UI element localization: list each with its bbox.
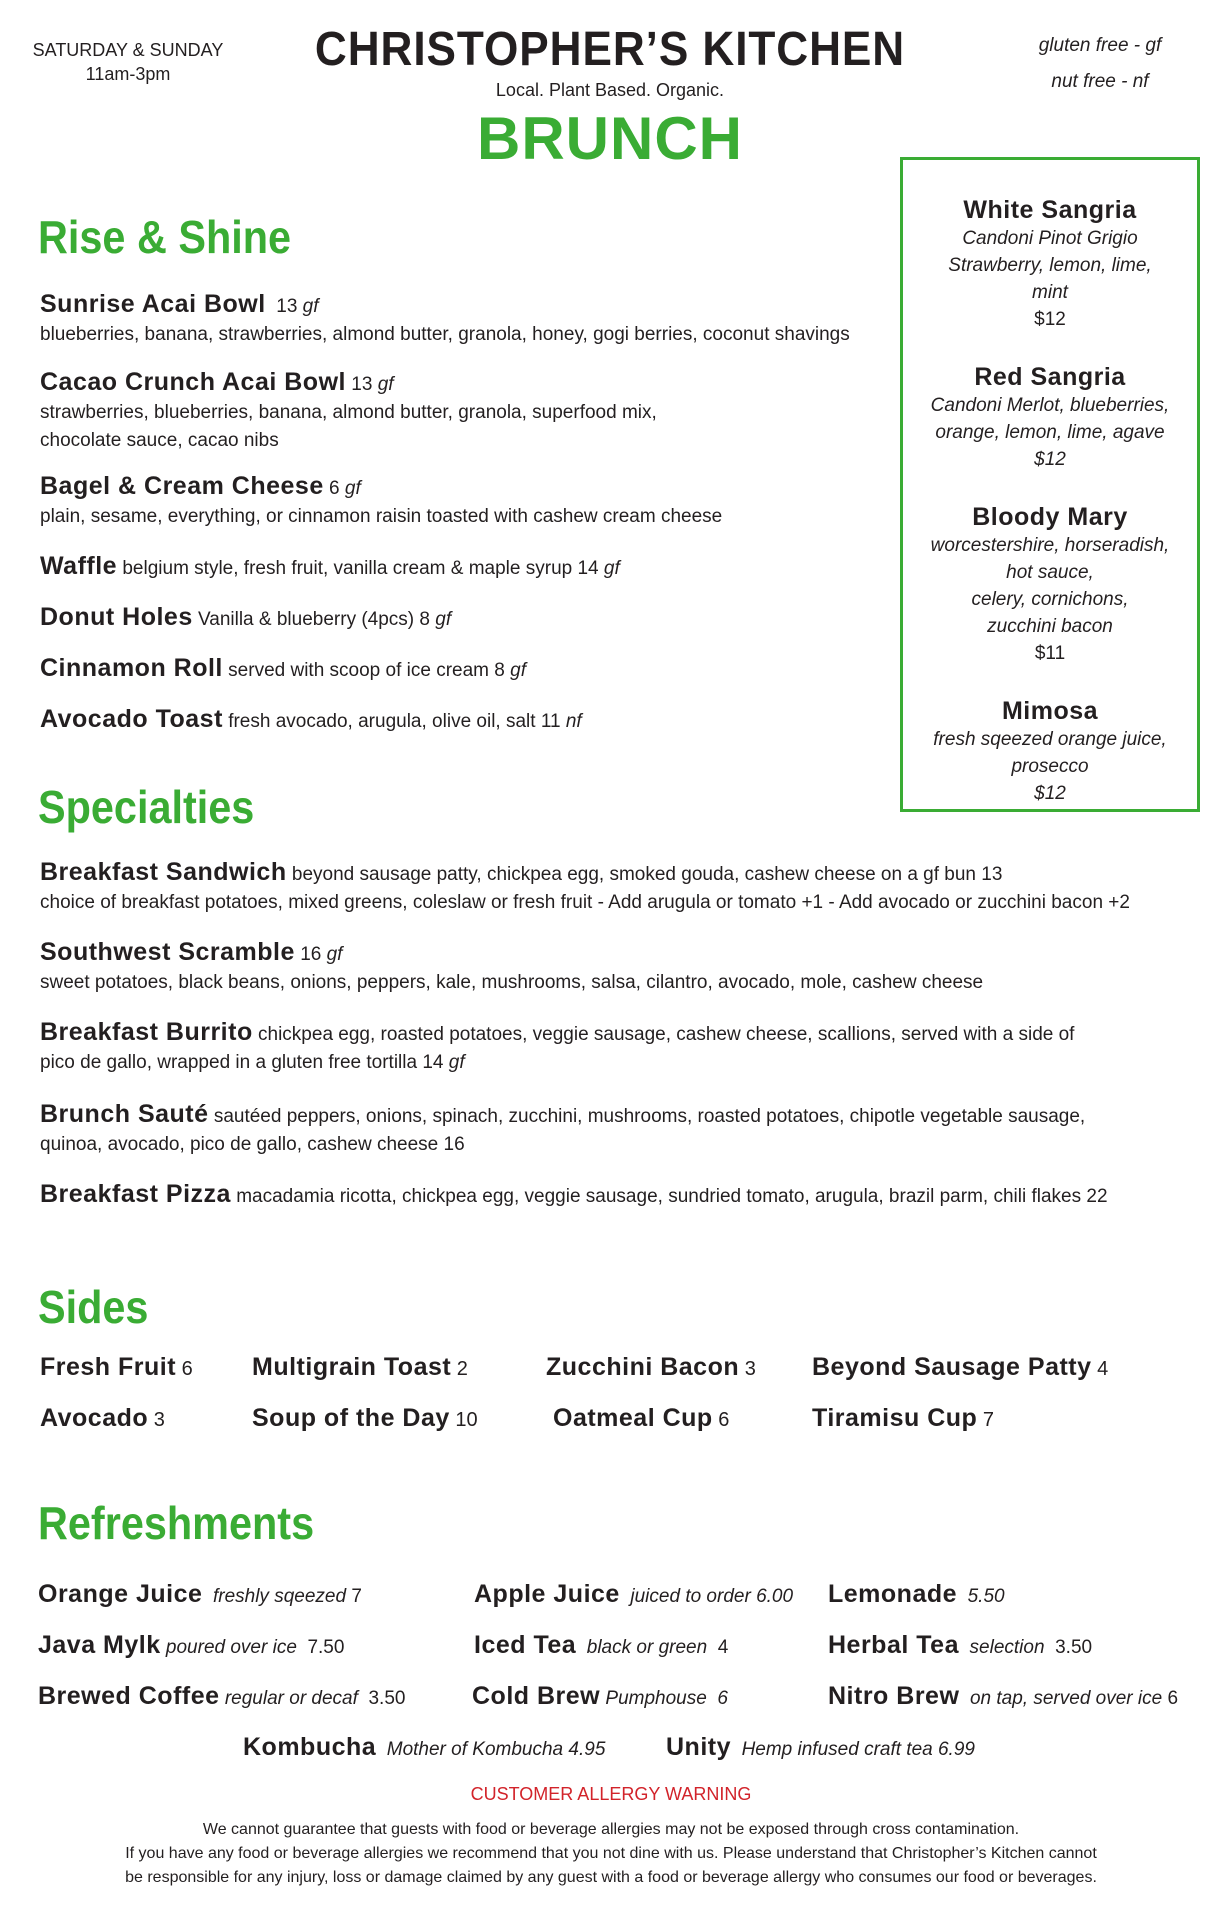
drink-name: White Sangria bbox=[963, 196, 1137, 224]
refreshment-item bbox=[828, 1682, 1178, 1711]
drink-desc: Strawberry, lemon, lime, bbox=[948, 255, 1152, 276]
drink-desc: celery, cornichons, bbox=[971, 589, 1129, 610]
side-item bbox=[40, 1404, 165, 1433]
refreshment-desc: freshly sqeezed bbox=[212, 1586, 347, 1607]
refreshment-price: 6 bbox=[717, 1688, 728, 1709]
diet-legend bbox=[1000, 28, 1200, 100]
drink-desc: Candoni Pinot Grigio bbox=[962, 228, 1138, 249]
refreshment-name: Brewed Coffee bbox=[38, 1682, 220, 1710]
side-price: 7 bbox=[982, 1409, 994, 1431]
allergy-warning-title: CUSTOMER ALLERGY WARNING bbox=[470, 1784, 752, 1804]
refreshment-name: Apple Juice bbox=[474, 1580, 620, 1608]
drink-item bbox=[903, 196, 1197, 333]
item-desc: served with scoop of ice cream 8 bbox=[228, 660, 505, 681]
menu-item bbox=[40, 368, 900, 455]
item-name: Avocado Toast bbox=[40, 705, 223, 733]
item-tag: gf bbox=[302, 296, 319, 317]
refreshment-name: Orange Juice bbox=[38, 1580, 203, 1608]
item-desc: pico de gallo, wrapped in a gluten free tortilla 14 bbox=[40, 1052, 444, 1073]
refreshment-price: 7 bbox=[351, 1586, 362, 1607]
item-name: Breakfast Burrito bbox=[40, 1018, 253, 1046]
side-item bbox=[553, 1404, 729, 1433]
item-name: Donut Holes bbox=[40, 603, 193, 631]
menu-item bbox=[40, 1180, 1210, 1211]
item-name: Breakfast Sandwich bbox=[40, 858, 287, 886]
legend-nf: nut free - nf bbox=[1051, 71, 1149, 92]
refreshment-item bbox=[666, 1733, 975, 1762]
side-name: Zucchini Bacon bbox=[546, 1353, 740, 1381]
item-desc: blueberries, banana, strawberries, almond butter, granola, honey, gogi berries, coconut shavings bbox=[40, 324, 850, 345]
refreshment-desc: Mother of Kombucha 4.95 bbox=[386, 1739, 606, 1760]
drink-item bbox=[903, 363, 1197, 473]
drink-name: Mimosa bbox=[1001, 697, 1099, 725]
item-price: 13 bbox=[276, 296, 298, 317]
drink-item bbox=[903, 697, 1197, 807]
menu-item bbox=[40, 938, 1210, 997]
item-name: Southwest Scramble bbox=[40, 938, 295, 966]
item-name: Waffle bbox=[40, 552, 118, 580]
refreshment-desc: black or green bbox=[586, 1637, 708, 1658]
refreshment-price: 7.50 bbox=[307, 1637, 345, 1658]
side-price: 6 bbox=[181, 1358, 193, 1380]
drink-name: Red Sangria bbox=[974, 363, 1126, 391]
refreshment-name: Unity bbox=[666, 1733, 731, 1761]
refreshment-name: Cold Brew bbox=[472, 1682, 601, 1710]
item-tag: gf bbox=[377, 374, 394, 395]
item-desc: sweet potatoes, black beans, onions, peppers, kale, mushrooms, salsa, cilantro, avocado, mole, cashew cheese bbox=[40, 972, 984, 993]
drink-name: Bloody Mary bbox=[972, 503, 1128, 531]
allergy-warning-text bbox=[60, 1818, 1162, 1890]
drink-price: $12 bbox=[1034, 783, 1066, 804]
side-name: Beyond Sausage Patty bbox=[812, 1353, 1092, 1381]
side-price: 3 bbox=[744, 1358, 756, 1380]
item-desc: sautéed peppers, onions, spinach, zucchini, mushrooms, roasted potatoes, chipotle vegetable sausage, bbox=[213, 1106, 1086, 1127]
item-desc: quinoa, avocado, pico de gallo, cashew cheese 16 bbox=[40, 1134, 465, 1155]
side-price: 4 bbox=[1097, 1358, 1109, 1380]
item-name: Cacao Crunch Acai Bowl bbox=[40, 368, 346, 396]
refreshment-desc: juiced to order 6.00 bbox=[630, 1586, 794, 1607]
drink-item bbox=[903, 503, 1197, 667]
item-tag: gf bbox=[435, 609, 452, 630]
refreshment-desc: selection bbox=[969, 1637, 1045, 1658]
refreshment-item bbox=[38, 1631, 344, 1660]
item-desc: choice of breakfast potatoes, mixed greens, coleslaw or fresh fruit - Add arugula or tomato +1 - Add avocado or zucchini bacon +2 bbox=[40, 892, 1130, 913]
refreshment-name: Kombucha bbox=[243, 1733, 377, 1761]
item-tag: gf bbox=[448, 1052, 465, 1073]
section-title-specialties: Specialties bbox=[38, 781, 255, 833]
refreshment-desc: Pumphouse bbox=[605, 1688, 707, 1709]
side-price: 3 bbox=[153, 1409, 165, 1431]
item-name: Cinnamon Roll bbox=[40, 654, 223, 682]
item-tag: gf bbox=[510, 660, 526, 681]
item-tag: nf bbox=[565, 711, 582, 732]
refreshment-name: Iced Tea bbox=[474, 1631, 577, 1659]
refreshment-desc: regular or decaf bbox=[224, 1688, 358, 1709]
section-title-sides: Sides bbox=[38, 1281, 149, 1333]
side-item bbox=[812, 1404, 994, 1433]
warning-line: be responsible for any injury, loss or damage claimed by any guest with a food or beverage allergy who consumes our food or beverages. bbox=[125, 1869, 1097, 1886]
item-tag: gf bbox=[603, 558, 620, 579]
drink-desc: fresh sqeezed orange juice, bbox=[933, 729, 1167, 750]
warning-line: We cannot guarantee that guests with food or beverage allergies may not be exposed through cross contamination. bbox=[202, 1821, 1020, 1838]
refreshment-name: Herbal Tea bbox=[828, 1631, 959, 1659]
menu-item bbox=[40, 290, 900, 349]
refreshment-item bbox=[38, 1580, 362, 1609]
refreshment-desc: on tap, served over ice bbox=[969, 1688, 1163, 1709]
drink-desc: prosecco bbox=[1011, 756, 1089, 777]
side-item bbox=[546, 1353, 756, 1382]
drink-price: $12 bbox=[1034, 449, 1066, 470]
tagline: Local. Plant Based. Organic. bbox=[495, 80, 725, 100]
refreshment-name: Lemonade bbox=[828, 1580, 958, 1608]
drink-price: $11 bbox=[1034, 643, 1066, 664]
refreshment-name: Java Mylk bbox=[38, 1631, 161, 1659]
item-desc: fresh avocado, arugula, olive oil, salt 11 bbox=[228, 711, 561, 732]
refreshment-item bbox=[474, 1580, 793, 1609]
refreshment-name: Nitro Brew bbox=[828, 1682, 960, 1710]
side-name: Fresh Fruit bbox=[40, 1353, 177, 1381]
item-tag: gf bbox=[326, 944, 343, 965]
menu-item bbox=[40, 603, 900, 634]
legend-gf: gluten free - gf bbox=[1038, 35, 1162, 56]
drink-desc: orange, lemon, lime, agave bbox=[935, 422, 1165, 443]
refreshment-item bbox=[243, 1733, 605, 1762]
refreshment-price: 4 bbox=[717, 1637, 729, 1658]
drink-desc: Candoni Merlot, blueberries, bbox=[930, 395, 1170, 416]
item-price: 13 bbox=[351, 374, 373, 395]
side-item bbox=[252, 1404, 478, 1433]
item-desc: plain, sesame, everything, or cinnamon raisin toasted with cashew cream cheese bbox=[40, 506, 723, 527]
drink-desc: mint bbox=[1032, 282, 1068, 303]
warning-line: If you have any food or beverage allergies we recommend that you not dine with us. Please understand that Christopher’s Kitchen cannot bbox=[125, 1845, 1097, 1862]
side-price: 2 bbox=[456, 1358, 468, 1380]
side-item bbox=[40, 1353, 193, 1382]
cocktail-box bbox=[900, 157, 1200, 812]
side-name: Soup of the Day bbox=[252, 1404, 450, 1432]
side-item bbox=[812, 1353, 1108, 1382]
refreshment-item bbox=[828, 1631, 1092, 1660]
refreshment-desc: Hemp infused craft tea 6.99 bbox=[741, 1739, 975, 1760]
menu-item bbox=[40, 858, 1210, 917]
drink-price: $12 bbox=[1034, 309, 1066, 330]
item-desc: strawberries, blueberries, banana, almond butter, granola, superfood mix, bbox=[40, 402, 657, 423]
side-name: Tiramisu Cup bbox=[812, 1404, 978, 1432]
item-desc: macadamia ricotta, chickpea egg, veggie sausage, sundried tomato, arugula, brazil parm, chili flakes 22 bbox=[236, 1186, 1108, 1207]
side-item bbox=[252, 1353, 468, 1382]
menu-item bbox=[40, 654, 900, 685]
hours-text: 11am-3pm bbox=[85, 64, 171, 84]
item-price: 16 bbox=[300, 944, 322, 965]
refreshment-price: 6 bbox=[1167, 1688, 1179, 1709]
item-desc: Vanilla & blueberry (4pcs) 8 bbox=[198, 609, 430, 630]
menu-item bbox=[40, 1018, 1210, 1077]
menu-item bbox=[40, 705, 900, 736]
refreshment-desc: 5.50 bbox=[967, 1586, 1005, 1607]
item-name: Sunrise Acai Bowl bbox=[40, 290, 266, 318]
section-title-rise-shine: Rise & Shine bbox=[38, 211, 292, 263]
days-text: SATURDAY & SUNDAY bbox=[32, 40, 224, 60]
side-name: Oatmeal Cup bbox=[553, 1404, 713, 1432]
item-desc: chickpea egg, roasted potatoes, veggie sausage, cashew cheese, scallions, served with a side of bbox=[258, 1024, 1075, 1045]
refreshment-price: 3.50 bbox=[1055, 1637, 1093, 1658]
drink-desc: worcestershire, horseradish, bbox=[930, 535, 1170, 556]
refreshment-item bbox=[472, 1682, 728, 1711]
menu-title: BRUNCH bbox=[477, 105, 743, 172]
item-desc: beyond sausage patty, chickpea egg, smoked gouda, cashew cheese on a gf bun 13 bbox=[291, 864, 1003, 885]
item-name: Bagel & Cream Cheese bbox=[40, 472, 324, 500]
side-name: Multigrain Toast bbox=[252, 1353, 452, 1381]
refreshment-item bbox=[38, 1682, 405, 1711]
item-desc: belgium style, fresh fruit, vanilla cream & maple syrup 14 bbox=[122, 558, 599, 579]
menu-item bbox=[40, 472, 900, 531]
side-name: Avocado bbox=[40, 1404, 149, 1432]
hours-block bbox=[28, 38, 228, 86]
item-tag: gf bbox=[344, 478, 361, 499]
side-price: 10 bbox=[455, 1409, 478, 1431]
refreshment-item bbox=[828, 1580, 1005, 1609]
refreshment-item bbox=[474, 1631, 728, 1660]
item-desc: chocolate sauce, cacao nibs bbox=[40, 430, 279, 451]
section-title-refreshments: Refreshments bbox=[38, 1497, 315, 1549]
menu-item bbox=[40, 1100, 1210, 1159]
item-price: 6 bbox=[329, 478, 340, 499]
restaurant-name: CHRISTOPHER’S KITCHEN bbox=[314, 23, 906, 76]
menu-item bbox=[40, 552, 900, 583]
item-name: Breakfast Pizza bbox=[40, 1180, 231, 1208]
refreshment-desc: poured over ice bbox=[165, 1637, 297, 1658]
drink-desc: hot sauce, bbox=[1006, 562, 1094, 583]
item-name: Brunch Sauté bbox=[40, 1100, 209, 1128]
drink-desc: zucchini bacon bbox=[987, 616, 1113, 637]
side-price: 6 bbox=[718, 1409, 730, 1431]
refreshment-price: 3.50 bbox=[368, 1688, 406, 1709]
